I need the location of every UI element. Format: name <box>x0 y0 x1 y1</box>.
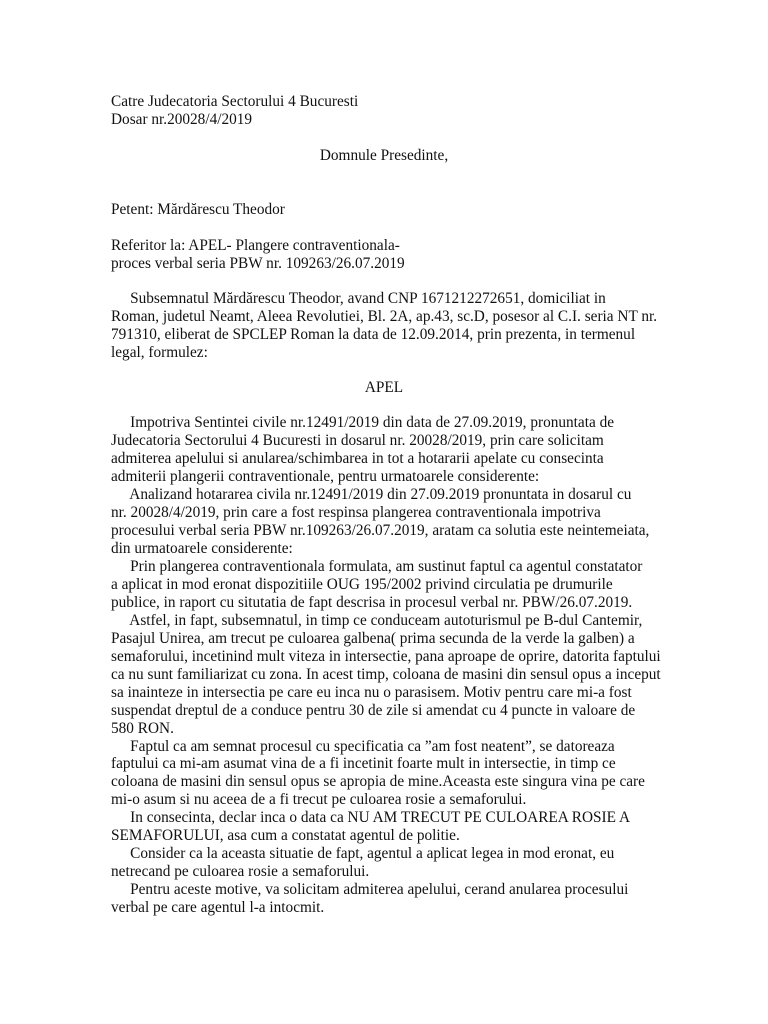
reference-line: proces verbal seria PBW nr. 109263/26.07.2019 <box>111 255 405 272</box>
body-line: faptului ca mi-am asumat vina de a fi incetinit foarte mult in intersectie, in timp ce <box>111 755 616 773</box>
body-line: admiterea apelului si anularea/schimbarea in tot a hotararii apelate cu consecinta <box>111 449 604 467</box>
reference-line: Referitor la: APEL- Plangere contraventionala- <box>111 237 400 254</box>
recipient-line: Catre Judecatoria Sectorului 4 Bucuresti <box>111 93 359 110</box>
body-line: In consecinta, declar inca o data ca NU AM TRECUT PE CULOAREA ROSIE A <box>111 809 631 827</box>
body-line: din urmatoarele considerente: <box>111 539 293 557</box>
intro-line: 791310, eliberat de SPCLEP Roman la data de 12.09.2014, prin prezenta, in termenul <box>111 326 636 343</box>
intro-line: Roman, judetul Neamt, Aleea Revolutiei, Bl. 2A, ap.43, sc.D, posesor al C.I. seria NT nr. <box>111 308 658 325</box>
body-line: Faptul ca am semnat procesul cu specificatia ca ”am fost neatent”, se datoreaza <box>111 737 615 755</box>
body-line: semaforului, incetinind mult viteza in intersectie, pana aproape de oprire, datorita faptului <box>111 647 661 665</box>
body-line: verbal pe care agentul l-a intocmit. <box>111 899 325 917</box>
body-line: Consider ca la aceasta situatie de fapt, agentul a aplicat legea in mod eronat, eu <box>111 845 615 863</box>
petitioner-line: Petent: Mărdărescu Theodor <box>111 201 285 218</box>
body-line: procesului verbal seria PBW nr.109263/26.07.2019, aratam ca solutia este neintemeiata, <box>111 521 650 539</box>
intro-line: legal, formulez: <box>111 344 208 361</box>
body-line: netrecand pe culoarea rosie a semaforului. <box>111 863 370 881</box>
body-line: Impotriva Sentintei civile nr.12491/2019 din data de 27.09.2019, pronuntata de <box>111 414 615 431</box>
body-line: mi-o asum si nu aceea de a fi trecut pe culoarea rosie a semaforului. <box>111 791 527 809</box>
case-number-line: Dosar nr.20028/4/2019 <box>111 111 253 128</box>
body-line: coloana de masini din sensul opus se apropia de mine.Aceasta este singura vina pe care <box>111 773 645 791</box>
body-line: Pasajul Unirea, am trecut pe culoarea galbena( prima secunda de la verde la galben) a <box>111 629 635 647</box>
intro-line: Subsemnatul Mărdărescu Theodor, avand CNP 1671212272651, domiciliat in <box>111 290 606 307</box>
body-line: sa inainteze in intersectia pe care eu inca nu o parasisem. Motiv pentru care mi-a fost <box>111 683 632 701</box>
body-line: nr. 20028/4/2019, prin care a fost respinsa plangerea contraventionala impotriva <box>111 503 601 521</box>
body-line: a aplicat in mod eronat dispozitiile OUG 195/2002 privind circulatia pe drumurile <box>111 575 613 593</box>
body-line: 580 RON. <box>111 719 174 737</box>
body-line: suspendat dreptul de a conduce pentru 30 de zile si amendat cu 4 puncte in valoare de <box>111 701 636 719</box>
body-line: SEMAFORULUI, asa cum a constatat agentul de politie. <box>111 827 460 845</box>
salutation: Domnule Presedinte, <box>319 147 449 164</box>
body-line: Astfel, in fapt, subsemnatul, in timp ce conduceam autoturismul pe B-dul Cantemir, <box>111 611 643 629</box>
body-line: ca nu sunt familiarizat cu zona. In acest timp, coloana de masini din sensul opus a inceput <box>111 665 661 683</box>
body-line: admiterii plangerii contraventionale, pentru urmatoarele considerente: <box>111 467 540 485</box>
body-line: Prin plangerea contraventionala formulata, am sustinut faptul ca agentul constatator <box>111 557 643 575</box>
body-line: Analizand hotararea civila nr.12491/2019 din 27.09.2019 pronuntata in dosarul cu <box>111 485 632 503</box>
document-title: APEL <box>364 379 404 396</box>
body-line: Pentru aceste motive, va solicitam admiterea apelului, cerand anularea procesului <box>111 881 629 899</box>
body-line: publice, in raport cu situtatia de fapt descrisa in procesul verbal nr. PBW/26.07.2019. <box>111 593 633 611</box>
body-line: Judecatoria Sectorului 4 Bucuresti in dosarul nr. 20028/2019, prin care solicitam <box>111 432 604 449</box>
